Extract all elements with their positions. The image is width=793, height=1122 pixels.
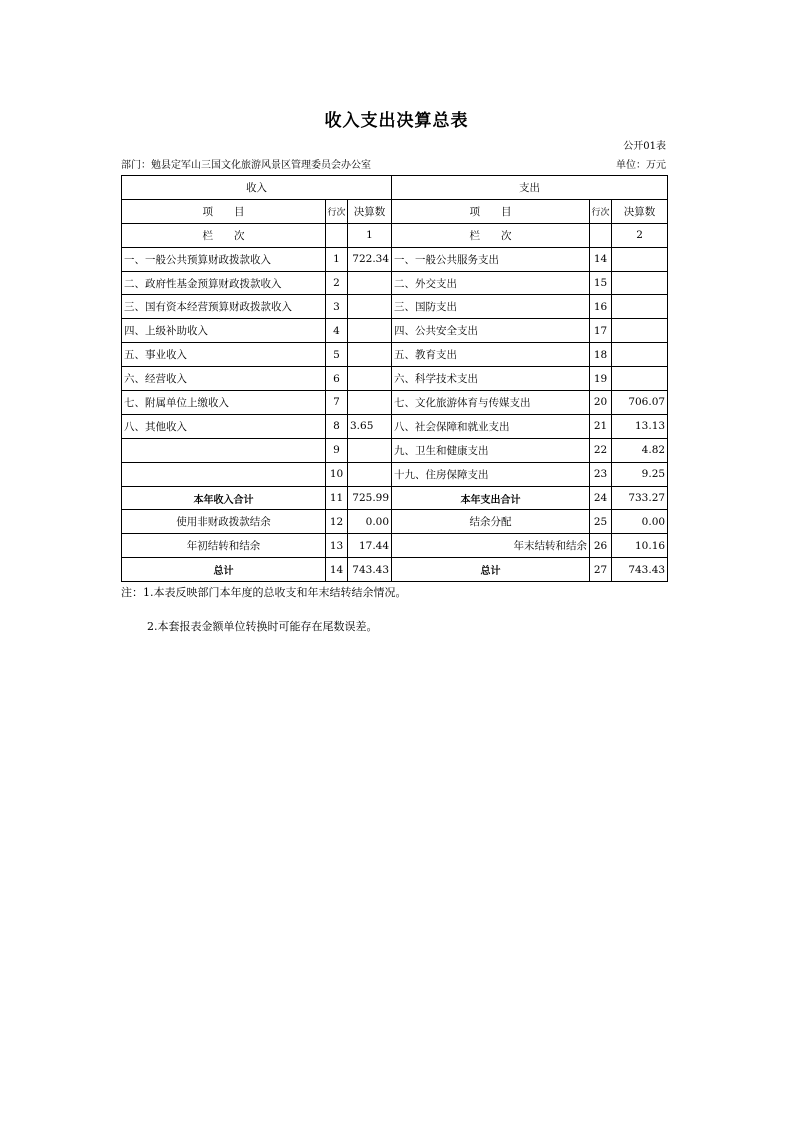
expense-item: 九、卫生和健康支出: [392, 438, 590, 462]
unit-label: 单位：万元: [616, 160, 666, 171]
expense-row-no: 14: [590, 247, 612, 271]
expense-row-no: 20: [590, 391, 612, 415]
income-amount: [348, 295, 392, 319]
year-income-total-label: 本年收入合计: [122, 486, 326, 510]
table-row: [122, 319, 668, 343]
balance-distribution-no: 25: [590, 510, 612, 534]
income-grand-total-value: 743.43: [348, 558, 392, 582]
income-grand-total-label: 总计: [122, 558, 326, 582]
year-expense-total-label: 本年支出合计: [392, 486, 590, 510]
expense-amount: [612, 367, 668, 391]
notes-section: [121, 586, 407, 633]
table-row: [122, 367, 668, 391]
nonfiscal-balance-label: 使用非财政拨款结余: [122, 510, 326, 534]
income-row-no: 3: [326, 295, 348, 319]
balance-distribution-label: 结余分配: [392, 510, 590, 534]
income-item-header: 项 目: [122, 199, 326, 223]
expense-row-no-header: 行次: [590, 199, 612, 223]
table-row: [122, 391, 668, 415]
table-row: [122, 462, 668, 486]
income-row-no: 4: [326, 319, 348, 343]
beginning-carryover-value: 17.44: [348, 534, 392, 558]
income-amount-header: 决算数: [348, 199, 392, 223]
carryover-row: [122, 534, 668, 558]
grand-total-row: [122, 558, 668, 582]
expense-amount: 9.25: [612, 462, 668, 486]
income-amount: 3.65: [348, 414, 392, 438]
note-1: 注：1.本表反映部门本年度的总收支和年末结转结余情况。: [121, 586, 407, 599]
expense-row-no: 16: [590, 295, 612, 319]
expense-amount: 706.07: [612, 391, 668, 415]
expense-row-no: 19: [590, 367, 612, 391]
expense-row-no: 22: [590, 438, 612, 462]
income-row-no: 9: [326, 438, 348, 462]
year-expense-total-value: 733.27: [612, 486, 668, 510]
income-item: 七、附属单位上缴收入: [122, 391, 326, 415]
table-row: [122, 271, 668, 295]
column-index-row: [122, 223, 668, 247]
ending-carryover-value: 10.16: [612, 534, 668, 558]
income-amount: [348, 391, 392, 415]
year-income-total-value: 725.99: [348, 486, 392, 510]
column-header-row: [122, 199, 668, 223]
income-column-label: 栏 次: [122, 223, 326, 247]
expense-item: 四、公共安全支出: [392, 319, 590, 343]
income-row-no: 8: [326, 414, 348, 438]
income-amount: [348, 319, 392, 343]
nonfiscal-balance-value: 0.00: [348, 510, 392, 534]
expense-item: 五、教育支出: [392, 343, 590, 367]
table-row: [122, 438, 668, 462]
income-item: 四、上级补助收入: [122, 319, 326, 343]
expense-item-header: 项 目: [392, 199, 590, 223]
income-column-index: 1: [348, 223, 392, 247]
expense-amount-header: 决算数: [612, 199, 668, 223]
expense-grand-total-value: 743.43: [612, 558, 668, 582]
department-label: 部门：勉县定军山三国文化旅游风景区管理委员会办公室: [121, 160, 371, 171]
form-code: 公开01表: [623, 141, 666, 152]
nonfiscal-balance-no: 12: [326, 510, 348, 534]
income-row-no: 7: [326, 391, 348, 415]
income-row-no: 5: [326, 343, 348, 367]
expense-amount: [612, 319, 668, 343]
year-expense-total-no: 24: [590, 486, 612, 510]
income-row-no-header: 行次: [326, 199, 348, 223]
expense-grand-total-label: 总计: [392, 558, 590, 582]
expense-row-no: 15: [590, 271, 612, 295]
expense-amount: 13.13: [612, 414, 668, 438]
income-row-no: 1: [326, 247, 348, 271]
income-item: [122, 438, 326, 462]
expense-amount: [612, 247, 668, 271]
income-item: 一、一般公共预算财政拨款收入: [122, 247, 326, 271]
expense-item: 二、外交支出: [392, 271, 590, 295]
blank-cell: [590, 223, 612, 247]
expense-item: 八、社会保障和就业支出: [392, 414, 590, 438]
income-item: 三、国有资本经营预算财政拨款收入: [122, 295, 326, 319]
note-2: 2.本套报表金额单位转换时可能存在尾数误差。: [147, 620, 378, 633]
expense-item: 一、一般公共服务支出: [392, 247, 590, 271]
expense-item: 六、科学技术支出: [392, 367, 590, 391]
ending-carryover-label: 年末结转和结余: [392, 534, 590, 558]
expense-amount: [612, 271, 668, 295]
income-amount: [348, 462, 392, 486]
income-row-no: 6: [326, 367, 348, 391]
blank-cell: [326, 223, 348, 247]
income-amount: 722.34: [348, 247, 392, 271]
expense-row-no: 23: [590, 462, 612, 486]
expense-grand-total-no: 27: [590, 558, 612, 582]
income-row-no: 10: [326, 462, 348, 486]
expense-item: 十九、住房保障支出: [392, 462, 590, 486]
expense-item: 七、文化旅游体育与传媒支出: [392, 391, 590, 415]
ending-carryover-no: 26: [590, 534, 612, 558]
expense-item: 三、国防支出: [392, 295, 590, 319]
income-expense-table: [121, 175, 668, 582]
income-amount: [348, 438, 392, 462]
expense-amount: [612, 295, 668, 319]
income-grand-total-no: 14: [326, 558, 348, 582]
expense-header: 支出: [392, 176, 668, 200]
expense-amount: [612, 343, 668, 367]
expense-row-no: 18: [590, 343, 612, 367]
expense-column-index: 2: [612, 223, 668, 247]
income-item: [122, 462, 326, 486]
income-item: 二、政府性基金预算财政拨款收入: [122, 271, 326, 295]
expense-row-no: 17: [590, 319, 612, 343]
income-amount: [348, 271, 392, 295]
table-row: [122, 414, 668, 438]
table-row: [122, 295, 668, 319]
expense-row-no: 21: [590, 414, 612, 438]
expense-column-label: 栏 次: [392, 223, 590, 247]
expense-amount: 4.82: [612, 438, 668, 462]
income-amount: [348, 367, 392, 391]
income-amount: [348, 343, 392, 367]
beginning-carryover-label: 年初结转和结余: [122, 534, 326, 558]
year-income-total-no: 11: [326, 486, 348, 510]
balance-row: [122, 510, 668, 534]
report-title: 收入支出决算总表: [324, 111, 469, 131]
income-item: 六、经营收入: [122, 367, 326, 391]
income-row-no: 2: [326, 271, 348, 295]
section-header-row: [122, 176, 668, 200]
balance-distribution-value: 0.00: [612, 510, 668, 534]
table-row: [122, 343, 668, 367]
income-item: 五、事业收入: [122, 343, 326, 367]
income-header: 收入: [122, 176, 392, 200]
beginning-carryover-no: 13: [326, 534, 348, 558]
year-total-row: [122, 486, 668, 510]
table-row: [122, 247, 668, 271]
income-item: 八、其他收入: [122, 414, 326, 438]
